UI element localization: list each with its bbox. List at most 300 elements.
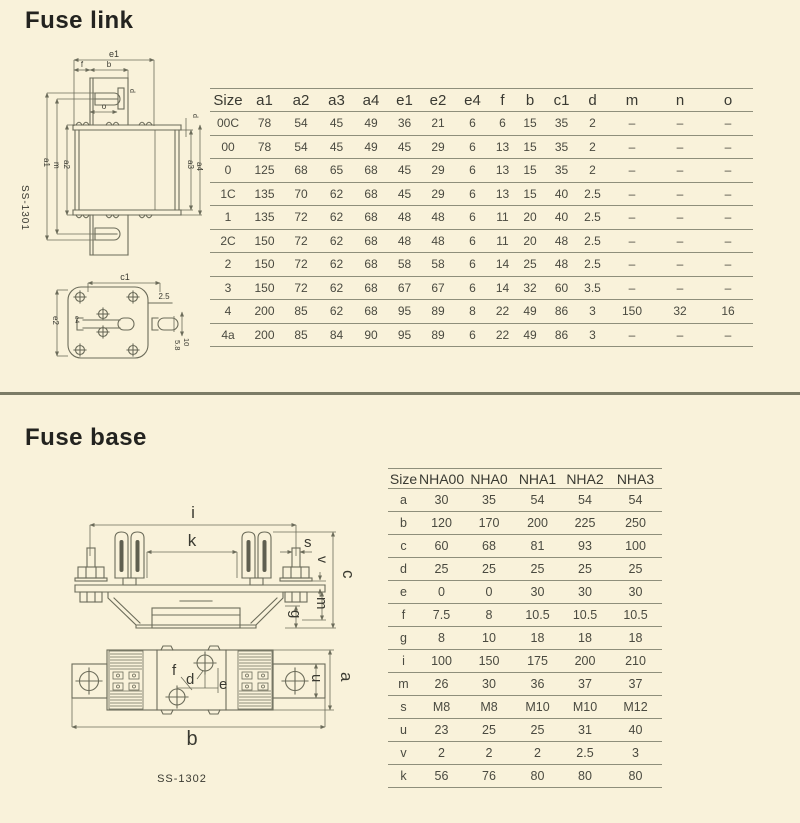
table-cell: 150 xyxy=(246,276,283,300)
table-cell: – xyxy=(607,182,657,206)
table-cell: – xyxy=(657,182,703,206)
table-cell: 80 xyxy=(514,765,561,788)
dim-label-d-tab: d xyxy=(128,89,135,93)
table-cell: 45 xyxy=(319,135,354,159)
row-header: 3 xyxy=(210,276,246,300)
table-cell: – xyxy=(657,229,703,253)
dim-label-e1: e1 xyxy=(108,49,120,59)
table-cell: 2.5 xyxy=(561,742,609,765)
dim-label-e: e xyxy=(219,676,228,693)
table-cell: – xyxy=(657,159,703,183)
table-cell: – xyxy=(607,276,657,300)
table-cell: 25 xyxy=(515,253,545,277)
table-cell: 11 xyxy=(490,229,515,253)
table-cell: 2 xyxy=(464,742,514,765)
table-cell: 2 xyxy=(514,742,561,765)
table-cell: – xyxy=(703,276,753,300)
column-header: NHA2 xyxy=(561,469,609,489)
table-cell: 29 xyxy=(421,182,455,206)
column-header: a3 xyxy=(319,89,354,112)
dim-label-a4: a4 xyxy=(195,162,204,171)
column-header: NHA0 xyxy=(464,469,514,489)
table-cell: – xyxy=(607,206,657,230)
dim-label-c: c xyxy=(339,570,358,579)
dim-label-k: k xyxy=(187,531,197,550)
dim-label-10: 10 xyxy=(182,338,191,347)
table-cell: 49 xyxy=(354,135,388,159)
table-cell: 72 xyxy=(283,206,319,230)
table-cell: 15 xyxy=(515,112,545,136)
dim-label-b: b xyxy=(186,728,198,750)
table-row xyxy=(388,581,662,604)
dim-label-g: g xyxy=(287,610,304,619)
table-cell: 13 xyxy=(490,159,515,183)
table-row xyxy=(388,627,662,650)
table-cell: 60 xyxy=(419,535,464,558)
table-cell: M12 xyxy=(609,696,662,719)
table-cell: 6 xyxy=(455,159,490,183)
table-cell: 6 xyxy=(455,323,490,347)
table-cell: 10.5 xyxy=(514,604,561,627)
drawing-code: SS-1301 xyxy=(19,185,30,231)
table-row xyxy=(210,159,753,183)
row-header: m xyxy=(388,673,419,696)
table-cell: 18 xyxy=(609,627,662,650)
table-cell: 89 xyxy=(421,300,455,324)
table-cell: 250 xyxy=(609,512,662,535)
table-cell: 25 xyxy=(419,558,464,581)
table-cell: 6 xyxy=(455,229,490,253)
table-cell: 100 xyxy=(609,535,662,558)
row-header: a xyxy=(388,489,419,512)
table-cell: – xyxy=(607,253,657,277)
dim-label-5-8: 5.8 xyxy=(173,340,182,351)
table-row xyxy=(210,323,753,347)
table-row xyxy=(210,253,753,277)
table-cell: 3.5 xyxy=(578,276,607,300)
row-header: 4 xyxy=(210,300,246,324)
table-cell: – xyxy=(657,323,703,347)
table-cell: 62 xyxy=(319,206,354,230)
table-cell: 6 xyxy=(455,253,490,277)
table-cell: 6 xyxy=(455,135,490,159)
table-cell: 35 xyxy=(545,135,578,159)
dim-label-u: u xyxy=(308,674,325,683)
table-cell: 54 xyxy=(283,135,319,159)
table-row xyxy=(388,558,662,581)
table-cell: 72 xyxy=(283,276,319,300)
dim-label-a3: a3 xyxy=(186,160,195,169)
table-cell: 40 xyxy=(545,206,578,230)
table-cell: 125 xyxy=(246,159,283,183)
table-cell: 45 xyxy=(319,112,354,136)
table-cell: 2.5 xyxy=(578,182,607,206)
table-row xyxy=(388,489,662,512)
fuse-base-heading: Fuse base xyxy=(25,424,147,451)
fuse-base-table xyxy=(388,468,662,788)
fuse-link-table xyxy=(210,88,753,347)
table-cell: 49 xyxy=(354,112,388,136)
dim-label-s: s xyxy=(304,534,312,551)
table-cell: 76 xyxy=(464,765,514,788)
table-cell: 200 xyxy=(246,323,283,347)
table-cell: 35 xyxy=(464,489,514,512)
row-header: 2C xyxy=(210,229,246,253)
table-cell: 20 xyxy=(515,229,545,253)
row-header: g xyxy=(388,627,419,650)
column-header: e1 xyxy=(388,89,421,112)
row-header: 4a xyxy=(210,323,246,347)
table-cell: 35 xyxy=(545,112,578,136)
dim-label-f: f xyxy=(172,662,177,679)
table-cell: 54 xyxy=(514,489,561,512)
table-cell: 72 xyxy=(283,253,319,277)
table-cell: M8 xyxy=(419,696,464,719)
row-header: f xyxy=(388,604,419,627)
column-header: c1 xyxy=(545,89,578,112)
table-row xyxy=(210,276,753,300)
table-cell: – xyxy=(657,253,703,277)
column-header: n xyxy=(657,89,703,112)
table-cell: 10.5 xyxy=(609,604,662,627)
table-cell: 78 xyxy=(246,135,283,159)
table-cell: 85 xyxy=(283,323,319,347)
table-cell: 3 xyxy=(578,300,607,324)
row-header: u xyxy=(388,719,419,742)
table-cell: – xyxy=(657,206,703,230)
table-cell: 0 xyxy=(464,581,514,604)
table-cell: 22 xyxy=(490,300,515,324)
column-header: a1 xyxy=(246,89,283,112)
table-cell: 60 xyxy=(545,276,578,300)
table-cell: 45 xyxy=(388,182,421,206)
column-header: a4 xyxy=(354,89,388,112)
row-header: d xyxy=(388,558,419,581)
table-cell: 11 xyxy=(490,206,515,230)
table-cell: 37 xyxy=(609,673,662,696)
table-cell: 25 xyxy=(464,719,514,742)
table-cell: 93 xyxy=(561,535,609,558)
table-row xyxy=(210,182,753,206)
table-cell: 62 xyxy=(319,182,354,206)
table-cell: 90 xyxy=(354,323,388,347)
table-cell: 170 xyxy=(464,512,514,535)
table-cell: 62 xyxy=(319,276,354,300)
table-row xyxy=(388,512,662,535)
drawing-code: SS-1302 xyxy=(157,773,207,785)
table-cell: 30 xyxy=(464,673,514,696)
table-cell: 56 xyxy=(419,765,464,788)
table-cell: 30 xyxy=(514,581,561,604)
column-header: Size xyxy=(210,89,246,112)
table-row xyxy=(388,650,662,673)
table-cell: – xyxy=(657,276,703,300)
table-cell: 15 xyxy=(515,135,545,159)
table-cell: 40 xyxy=(545,182,578,206)
dim-label-a2: a2 xyxy=(62,160,71,169)
row-header: b xyxy=(388,512,419,535)
table-cell: 2.5 xyxy=(578,229,607,253)
table-cell: 84 xyxy=(319,323,354,347)
table-cell: 35 xyxy=(545,159,578,183)
dim-label-a: a xyxy=(337,672,356,682)
table-cell: 6 xyxy=(455,276,490,300)
table-row xyxy=(210,300,753,324)
row-header: 0 xyxy=(210,159,246,183)
dim-label-e4: e4 xyxy=(73,316,80,324)
table-cell: 48 xyxy=(388,206,421,230)
dim-label-c1: c1 xyxy=(120,272,130,282)
table-cell: 67 xyxy=(388,276,421,300)
table-cell: 135 xyxy=(246,182,283,206)
table-cell: 49 xyxy=(515,300,545,324)
table-cell: – xyxy=(607,135,657,159)
table-cell: 54 xyxy=(561,489,609,512)
column-header: NHA00 xyxy=(419,470,465,487)
column-header: o xyxy=(703,89,753,112)
header-row xyxy=(210,89,753,112)
table-cell: 30 xyxy=(561,581,609,604)
table-cell: 48 xyxy=(545,229,578,253)
table-cell: 3 xyxy=(609,742,662,765)
table-cell: – xyxy=(657,135,703,159)
table-cell: 200 xyxy=(561,650,609,673)
table-cell: 7.5 xyxy=(419,604,464,627)
table-cell: 80 xyxy=(609,765,662,788)
table-row xyxy=(210,112,753,136)
table-cell: 20 xyxy=(515,206,545,230)
row-header: 2 xyxy=(210,253,246,277)
table-cell: – xyxy=(703,135,753,159)
table-cell: 95 xyxy=(388,300,421,324)
table-cell: 65 xyxy=(319,159,354,183)
column-header: a2 xyxy=(283,89,319,112)
table-cell: 85 xyxy=(283,300,319,324)
column-header: e4 xyxy=(455,89,490,112)
row-header: 00C xyxy=(210,112,246,136)
table-cell: 13 xyxy=(490,135,515,159)
table-cell: 36 xyxy=(388,112,421,136)
table-cell: 2 xyxy=(578,159,607,183)
table-cell: – xyxy=(703,253,753,277)
table-cell: 13 xyxy=(490,182,515,206)
table-cell: 54 xyxy=(609,489,662,512)
table-cell: 86 xyxy=(545,300,578,324)
table-cell: 68 xyxy=(354,253,388,277)
table-cell: – xyxy=(607,159,657,183)
table-cell: 68 xyxy=(464,535,514,558)
table-row xyxy=(388,765,662,788)
table-cell: 36 xyxy=(514,673,561,696)
table-cell: 29 xyxy=(421,159,455,183)
column-header: NHA1 xyxy=(514,469,561,489)
table-cell: 29 xyxy=(421,135,455,159)
table-cell: 150 xyxy=(246,229,283,253)
row-header: k xyxy=(388,765,419,788)
table-cell: 68 xyxy=(283,159,319,183)
table-cell: 48 xyxy=(545,253,578,277)
table-cell: 40 xyxy=(609,719,662,742)
row-header: s xyxy=(388,696,419,719)
fuse-link-heading: Fuse link xyxy=(25,7,134,34)
table-cell: 25 xyxy=(514,719,561,742)
table-cell: 18 xyxy=(561,627,609,650)
dim-label-i: i xyxy=(191,503,195,522)
table-cell: 2.5 xyxy=(578,253,607,277)
table-cell: M10 xyxy=(561,696,609,719)
table-cell: – xyxy=(703,159,753,183)
table-cell: 8 xyxy=(464,604,514,627)
table-cell: – xyxy=(703,112,753,136)
dim-label-m: m xyxy=(313,597,330,610)
table-cell: 80 xyxy=(561,765,609,788)
table-cell: 67 xyxy=(421,276,455,300)
table-cell: 0 xyxy=(419,581,464,604)
table-row xyxy=(210,229,753,253)
table-cell: 175 xyxy=(514,650,561,673)
table-cell: 32 xyxy=(515,276,545,300)
table-cell: 25 xyxy=(464,558,514,581)
table-row xyxy=(388,604,662,627)
table-cell: 58 xyxy=(388,253,421,277)
table-cell: 8 xyxy=(455,300,490,324)
dim-label-d-plate: d xyxy=(191,114,198,118)
column-header: f xyxy=(490,89,515,112)
table-cell: 6 xyxy=(455,206,490,230)
table-cell: 32 xyxy=(657,300,703,324)
table-cell: 6 xyxy=(455,182,490,206)
table-cell: 10 xyxy=(464,627,514,650)
table-cell: 18 xyxy=(514,627,561,650)
table-cell: 6 xyxy=(455,112,490,136)
dim-label-d: d xyxy=(186,671,195,688)
table-cell: 16 xyxy=(703,300,753,324)
table-cell: 62 xyxy=(319,253,354,277)
table-cell: 26 xyxy=(419,673,464,696)
table-row xyxy=(388,742,662,765)
table-cell: – xyxy=(703,323,753,347)
row-header: e xyxy=(388,581,419,604)
table-cell: 31 xyxy=(561,719,609,742)
table-cell: 78 xyxy=(246,112,283,136)
table-cell: 48 xyxy=(388,229,421,253)
table-cell: 21 xyxy=(421,112,455,136)
table-cell: M8 xyxy=(464,696,514,719)
table-cell: 45 xyxy=(388,135,421,159)
table-cell: 200 xyxy=(514,512,561,535)
table-cell: 68 xyxy=(354,300,388,324)
dim-label-2-5: 2.5 xyxy=(158,292,170,301)
column-header: e2 xyxy=(421,89,455,112)
table-cell: 2 xyxy=(578,135,607,159)
table-cell: 30 xyxy=(419,489,464,512)
table-cell: 68 xyxy=(354,159,388,183)
table-cell: 3 xyxy=(578,323,607,347)
column-header: d xyxy=(578,89,607,112)
table-cell: 72 xyxy=(283,229,319,253)
table-cell: 225 xyxy=(561,512,609,535)
table-cell: 68 xyxy=(354,276,388,300)
table-cell: 37 xyxy=(561,673,609,696)
table-cell: 2 xyxy=(578,112,607,136)
table-row xyxy=(388,673,662,696)
table-cell: 150 xyxy=(246,253,283,277)
row-header: 1C xyxy=(210,182,246,206)
table-cell: 70 xyxy=(283,182,319,206)
column-header: NHA3 xyxy=(609,469,662,489)
table-cell: 14 xyxy=(490,253,515,277)
dim-label-o: o xyxy=(101,102,107,111)
table-cell: 100 xyxy=(419,650,464,673)
table-cell: 135 xyxy=(246,206,283,230)
table-cell: 150 xyxy=(607,300,657,324)
table-cell: 15 xyxy=(515,182,545,206)
dim-label-e2: e2 xyxy=(51,316,60,325)
table-cell: 10.5 xyxy=(561,604,609,627)
table-cell: – xyxy=(607,229,657,253)
table-cell: 45 xyxy=(388,159,421,183)
row-header: i xyxy=(388,650,419,673)
table-cell: 68 xyxy=(354,206,388,230)
table-cell: 95 xyxy=(388,323,421,347)
row-header: c xyxy=(388,535,419,558)
table-cell: 86 xyxy=(545,323,578,347)
table-cell: 210 xyxy=(609,650,662,673)
table-row xyxy=(388,535,662,558)
table-cell: 62 xyxy=(319,300,354,324)
table-cell: 58 xyxy=(421,253,455,277)
column-header: m xyxy=(607,89,657,112)
table-cell: 49 xyxy=(515,323,545,347)
dim-label-v: v xyxy=(315,556,331,563)
table-row xyxy=(388,719,662,742)
table-cell: 25 xyxy=(514,558,561,581)
table-cell: – xyxy=(703,206,753,230)
table-row xyxy=(210,206,753,230)
column-header: b xyxy=(515,89,545,112)
table-cell: 120 xyxy=(419,512,464,535)
table-cell: 30 xyxy=(609,581,662,604)
header-row xyxy=(388,469,662,489)
dim-label-a1: a1 xyxy=(42,158,51,167)
dim-label-b: b xyxy=(106,60,112,69)
table-cell: 2 xyxy=(419,742,464,765)
table-cell: 54 xyxy=(283,112,319,136)
row-header: 1 xyxy=(210,206,246,230)
table-cell: M10 xyxy=(514,696,561,719)
table-cell: 22 xyxy=(490,323,515,347)
fuse-link-technical-drawing xyxy=(8,40,208,385)
column-header: Size xyxy=(389,470,418,487)
table-cell: 48 xyxy=(421,206,455,230)
table-cell: – xyxy=(703,229,753,253)
fuse-base-technical-drawing xyxy=(40,498,358,790)
table-cell: 6 xyxy=(490,112,515,136)
table-cell: 48 xyxy=(421,229,455,253)
row-header: 00 xyxy=(210,135,246,159)
table-cell: 200 xyxy=(246,300,283,324)
table-cell: – xyxy=(657,112,703,136)
table-row xyxy=(210,135,753,159)
table-cell: 2.5 xyxy=(578,206,607,230)
table-cell: – xyxy=(703,182,753,206)
table-cell: 89 xyxy=(421,323,455,347)
table-cell: 14 xyxy=(490,276,515,300)
row-header: v xyxy=(388,742,419,765)
table-cell: 25 xyxy=(561,558,609,581)
table-cell: 68 xyxy=(354,182,388,206)
table-cell: – xyxy=(607,112,657,136)
